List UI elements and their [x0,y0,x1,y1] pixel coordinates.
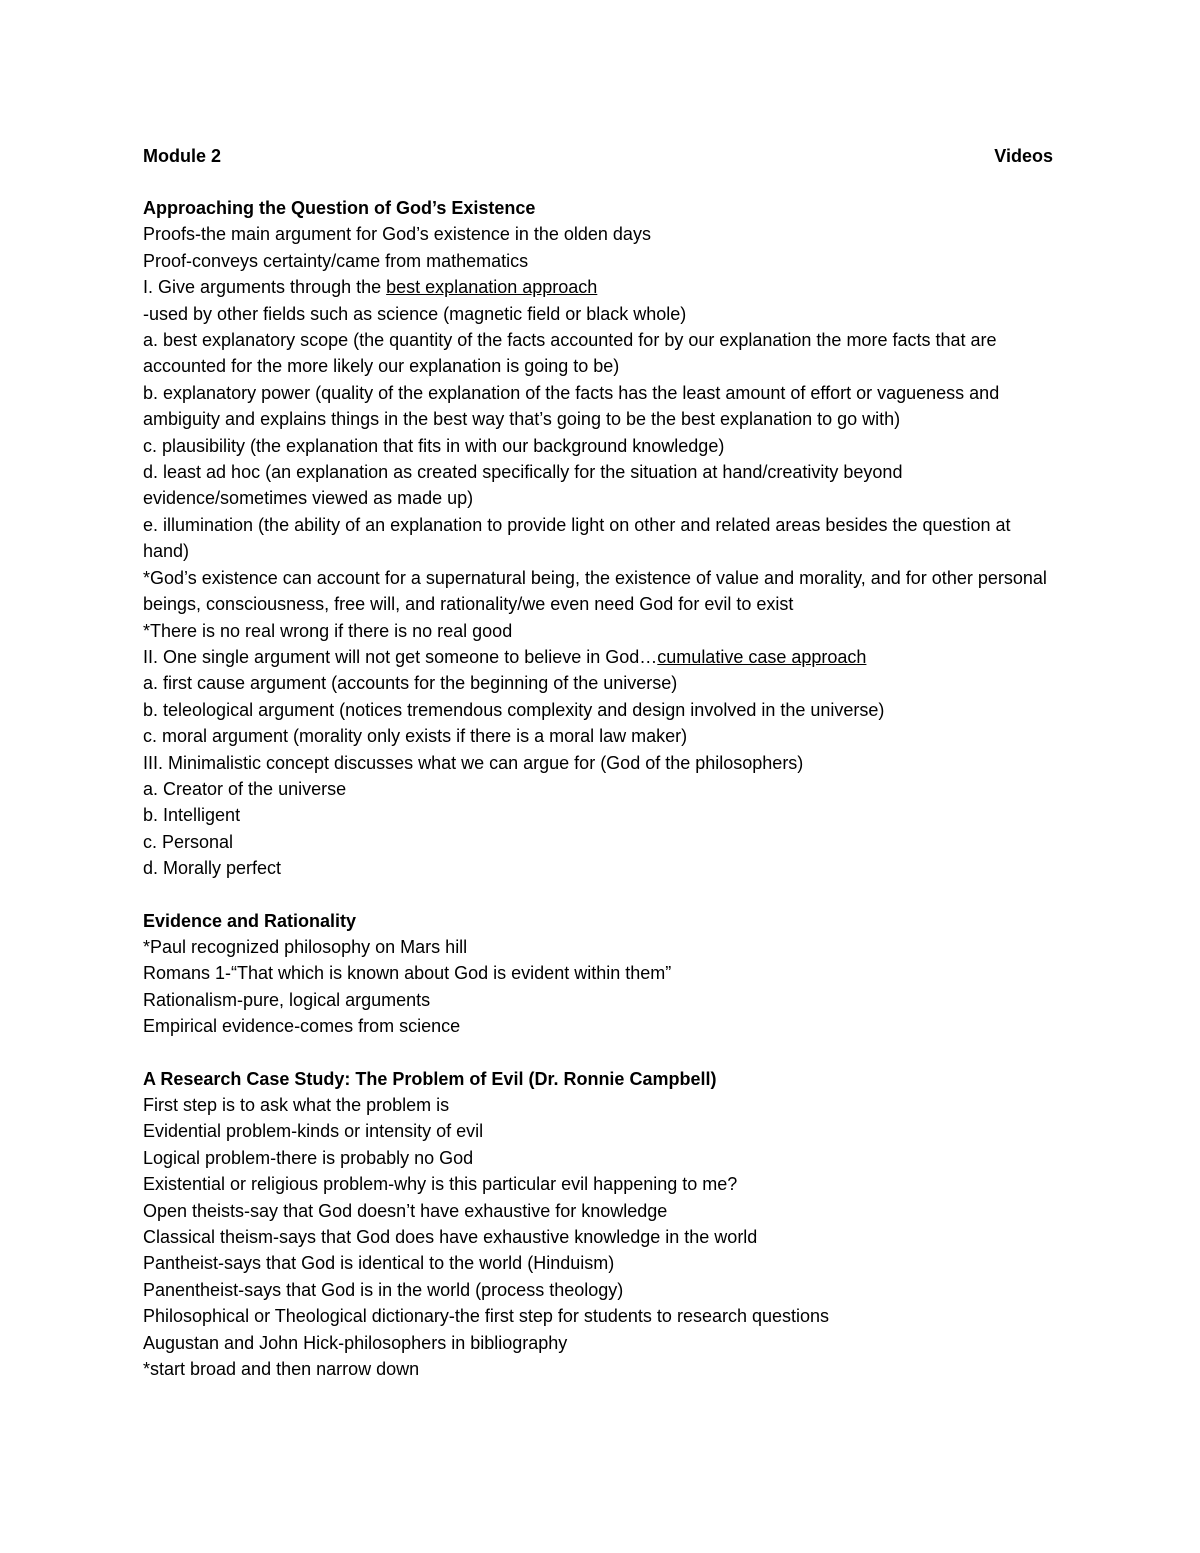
note-line: Open theists-say that God doesn’t have exhaustive for knowledge [143,1200,668,1221]
note-line: Proof-conveys certainty/came from mathematics [143,250,529,271]
note-line: Philosophical or Theological dictionary-the first step for students to research questions [143,1306,830,1327]
note-line: Romans 1-“That which is known about God is evident within them” [143,963,672,984]
note-line: b. teleological argument (notices tremendous complexity and design involved in the universe) [143,699,885,720]
section-problem-of-evil [143,1066,1053,1383]
note-line: Existential or religious problem-why is this particular evil happening to me? [143,1174,738,1195]
note-line: d. Morally perfect [143,858,282,879]
section-evidence-rationality [143,908,1053,1040]
note-line: Pantheist-says that God is identical to the world (Hinduism) [143,1253,615,1274]
note-line: c. Personal [143,831,234,852]
note-line: a. first cause argument (accounts for the beginning of the universe) [143,673,678,694]
module-label: Module 2 [143,146,222,166]
note-line: *God’s existence can account for a supernatural being, the existence of value and morality, and for other personal beings, consciousness, free will, and rationality/we even need God for evil to exist [143,567,1047,615]
note-line: Empirical evidence-comes from science [143,1016,461,1037]
section-title: Evidence and Rationality [143,910,357,931]
note-line [143,644,1053,670]
note-line [143,274,1053,300]
note-line: c. moral argument (morality only exists if there is a moral law maker) [143,726,688,747]
note-line: a. best explanatory scope (the quantity of the facts accounted for by our explanation the more facts that are accounted for the more likely our explanation is going to be) [143,330,997,377]
note-line: Panentheist-says that God is in the world (process theology) [143,1279,624,1300]
note-line: Rationalism-pure, logical arguments [143,989,431,1010]
note-line: a. Creator of the universe [143,778,347,799]
note-line: d. least ad hoc (an explanation as created specifically for the situation at hand/creativity beyond evidence/sometimes viewed as made up) [143,462,903,509]
note-line: Evidential problem-kinds or intensity of evil [143,1121,484,1142]
note-line: e. illumination (the ability of an explanation to provide light on other and related areas besides the question at hand) [143,514,1011,562]
section-title: A Research Case Study: The Problem of Evil (Dr. Ronnie Campbell) [143,1068,717,1089]
note-line: First step is to ask what the problem is [143,1095,450,1115]
underlined-term: best explanation approach [386,277,598,298]
note-line: c. plausibility (the explanation that fits in with our background knowledge) [143,435,725,456]
note-line: *Paul recognized philosophy on Mars hill [143,936,468,957]
note-line: *There is no real wrong if there is no real good [143,620,513,641]
note-text: II. One single argument will not get someone to believe in God… [143,646,658,667]
note-line: Proofs-the main argument for God’s existence in the olden days [143,224,651,245]
underlined-term: cumulative case approach [657,646,867,667]
note-line: Augustan and John Hick-philosophers in bibliography [143,1332,568,1353]
document-header [143,143,1053,169]
note-line: Logical problem-there is probably no God [143,1147,474,1168]
note-line: b. explanatory power (quality of the explanation of the facts has the least amount of effort or vagueness and ambiguity and explains things in the best way that’s going to be the best explanation to go with) [143,382,1000,430]
note-line: -used by other fields such as science (magnetic field or black whole) [143,303,687,324]
document-page [143,143,1053,1382]
note-text: I. Give arguments through the [143,277,387,298]
section-title: Approaching the Question of God’s Existence [143,198,536,218]
note-line: III. Minimalistic concept discusses what we can argue for (God of the philosophers) [143,752,804,773]
note-line: b. Intelligent [143,805,241,826]
note-line: *start broad and then narrow down [143,1359,420,1380]
note-line: Classical theism-says that God does have exhaustive knowledge in the world [143,1227,758,1248]
videos-label: Videos [994,146,1053,166]
section-gods-existence [143,195,1053,882]
